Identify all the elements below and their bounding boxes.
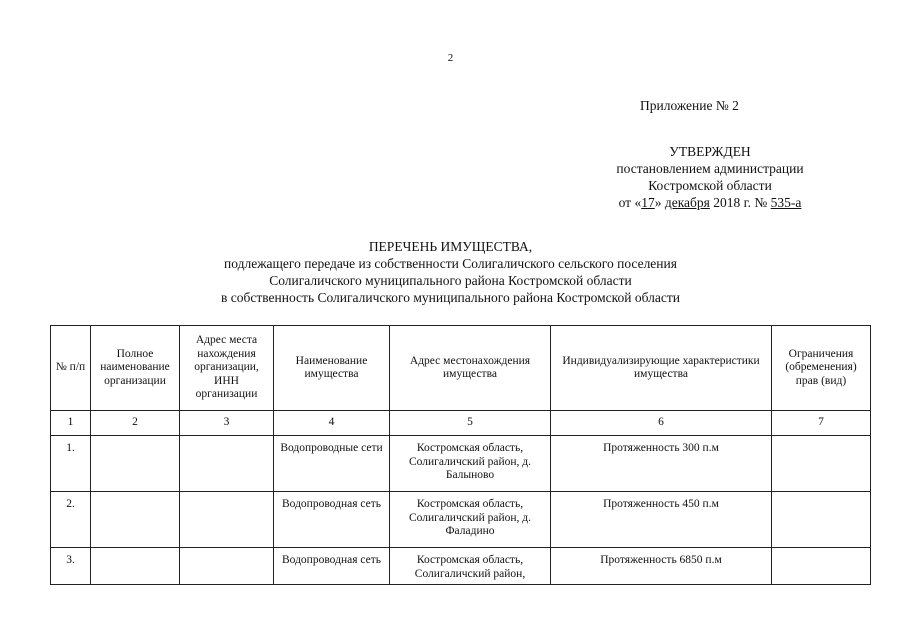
header-cell: Наименование имущества — [274, 326, 390, 411]
date-month: декабря — [664, 195, 710, 210]
column-number-cell: 6 — [551, 411, 772, 436]
header-cell: Полное наименование организации — [91, 326, 180, 411]
property-address-cell: Костромская область, Солигаличский район, д. Балыново — [390, 436, 551, 492]
date-year: 2018 г. № — [709, 195, 771, 210]
property-table — [50, 325, 871, 585]
table-row — [51, 548, 871, 585]
title-line-3: в собственность Солигаличского муниципального района Костромской области — [220, 290, 680, 305]
org-name-cell — [91, 492, 180, 548]
column-number-cell: 4 — [274, 411, 390, 436]
header-cell: Адрес местонахождения имущества — [390, 326, 551, 411]
property-address-cell: Костромская область, Солигаличский район, д. Фаладино — [390, 492, 551, 548]
date-prefix: от « — [618, 195, 642, 210]
column-number-cell: 2 — [91, 411, 180, 436]
column-number-cell: 1 — [51, 411, 91, 436]
date-mid: » — [654, 195, 665, 210]
approval-block — [560, 143, 860, 211]
column-number-row — [51, 411, 871, 436]
row-number: 3. — [51, 548, 91, 585]
column-number-cell: 5 — [390, 411, 551, 436]
header-cell: № п/п — [51, 326, 91, 411]
characteristics-cell: Протяженность 300 п.м — [551, 436, 772, 492]
approval-line-2: Костромской области — [648, 178, 772, 193]
row-number: 2. — [51, 492, 91, 548]
row-number: 1. — [51, 436, 91, 492]
approval-heading: УТВЕРЖДЕН — [669, 144, 751, 159]
header-cell: Индивидуализирующие характеристики имущества — [551, 326, 772, 411]
characteristics-cell: Протяженность 450 п.м — [551, 492, 772, 548]
column-number-cell: 3 — [180, 411, 274, 436]
restrictions-cell — [772, 436, 871, 492]
header-cell: Ограничения (обременения) прав (вид) — [772, 326, 871, 411]
title-line-1: подлежащего передаче из собственности Солигаличского сельского поселения — [224, 256, 677, 271]
title-heading: ПЕРЕЧЕНЬ ИМУЩЕСТВА, — [368, 239, 533, 254]
page-number: 2 — [447, 52, 454, 64]
approval-line-1: постановлением администрации — [616, 161, 804, 176]
property-name-cell: Водопроводная сеть — [274, 492, 390, 548]
table-row — [51, 492, 871, 548]
document-title — [0, 238, 901, 306]
appendix-label: Приложение № 2 — [640, 98, 739, 113]
date-day: 17 — [641, 195, 655, 210]
header-row — [51, 326, 871, 411]
org-name-cell — [91, 436, 180, 492]
restrictions-cell — [772, 548, 871, 585]
characteristics-cell: Протяженность 6850 п.м — [551, 548, 772, 585]
property-name-cell: Водопроводная сеть — [274, 548, 390, 585]
title-line-2: Солигаличского муниципального района Костромской области — [269, 273, 632, 288]
column-number-cell: 7 — [772, 411, 871, 436]
property-address-cell: Костромская область, Солигаличский район, — [390, 548, 551, 585]
restrictions-cell — [772, 492, 871, 548]
approval-date-line — [560, 194, 860, 211]
table-row — [51, 436, 871, 492]
org-address-cell — [180, 548, 274, 585]
decree-number: 535-а — [770, 195, 802, 210]
header-cell: Адрес места нахождения организации, ИНН организации — [180, 326, 274, 411]
org-name-cell — [91, 548, 180, 585]
org-address-cell — [180, 492, 274, 548]
org-address-cell — [180, 436, 274, 492]
property-name-cell: Водопроводные сети — [274, 436, 390, 492]
